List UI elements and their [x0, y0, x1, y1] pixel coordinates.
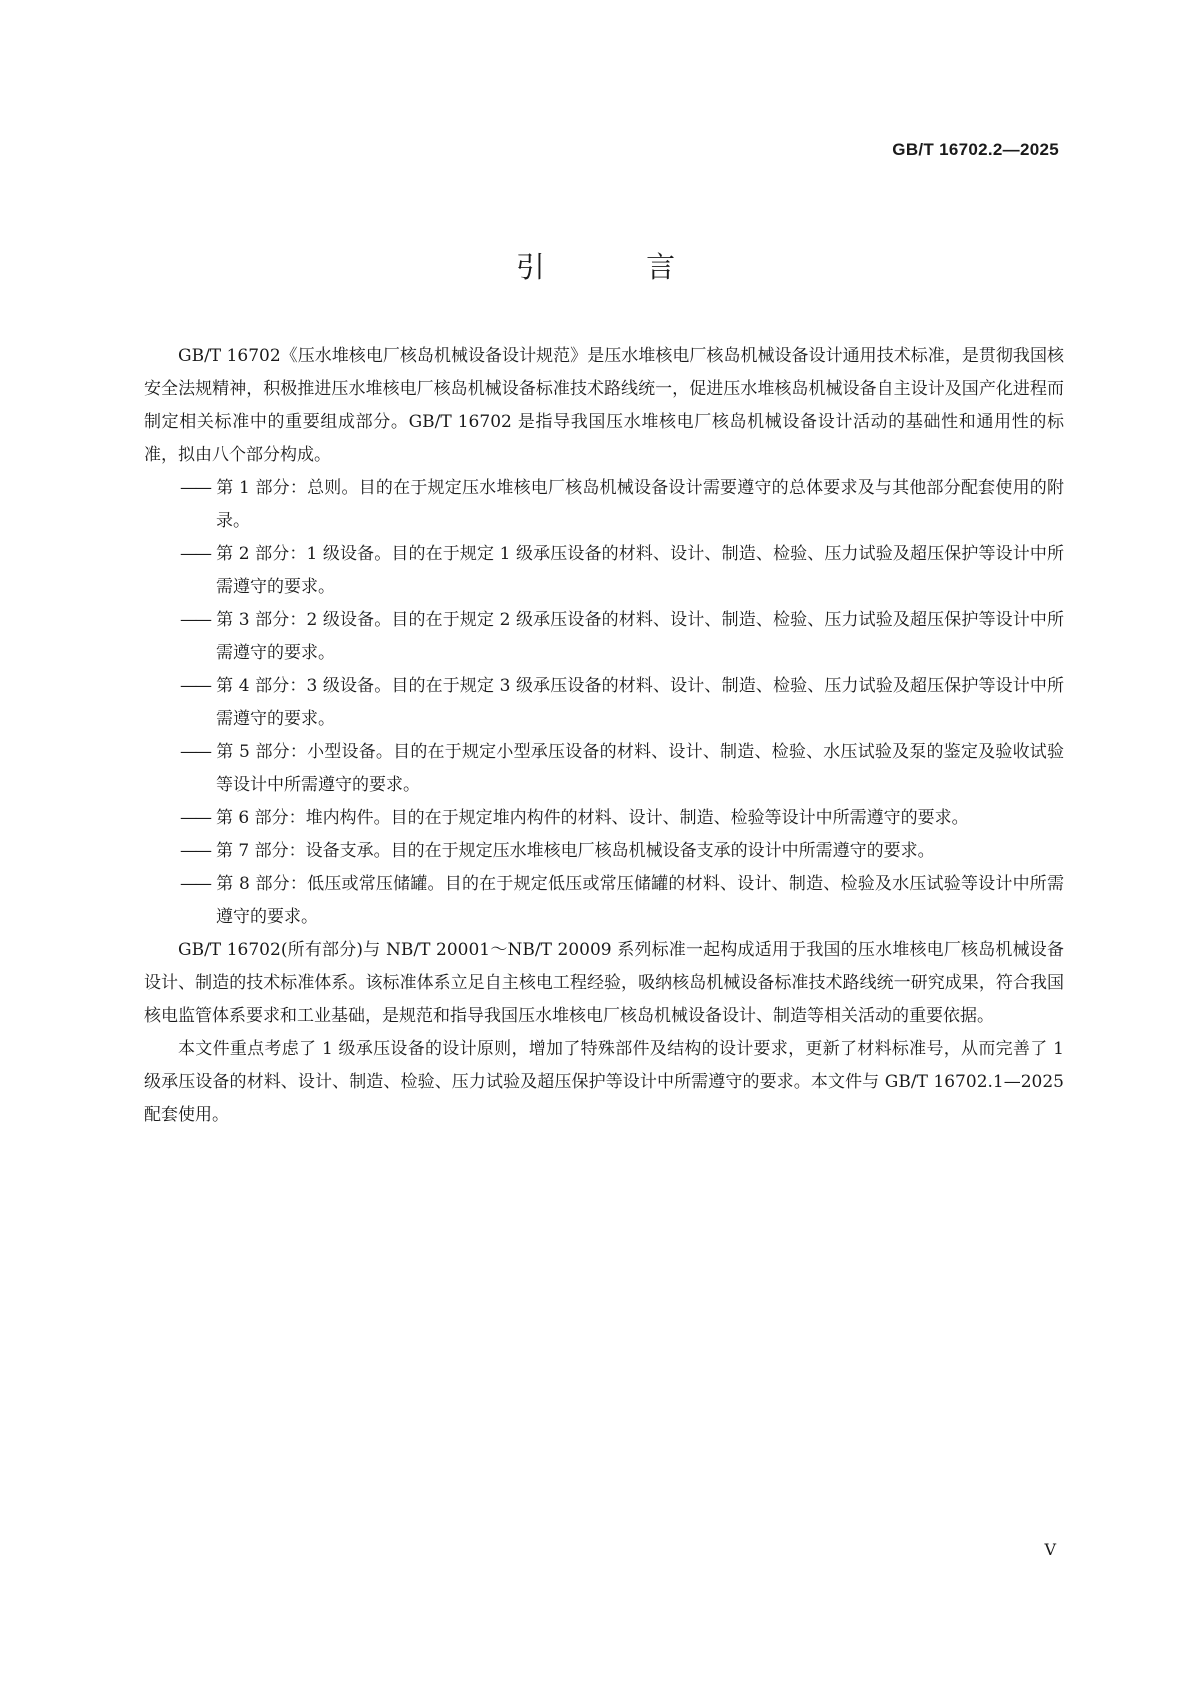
page-number: V	[1044, 1540, 1056, 1559]
list-dash: ——	[180, 610, 210, 630]
list-dash: ——	[180, 874, 210, 894]
list-item	[144, 868, 1064, 934]
list-item-text: 第 8 部分：低压或常压储罐。目的在于规定低压或常压储罐的材料、设计、制造、检验及水压试验等设计中所需遵守的要求。	[216, 874, 1064, 927]
document-body	[144, 340, 1064, 1132]
page-title: 引 言	[515, 250, 722, 284]
list-item-text: 第 5 部分：小型设备。目的在于规定小型承压设备的材料、设计、制造、检验、水压试验及泵的鉴定及验收试验等设计中所需遵守的要求。	[216, 742, 1064, 795]
list-dash: ——	[180, 742, 210, 762]
document-focus-paragraph: 本文件重点考虑了 1 级承压设备的设计原则，增加了特殊部件及结构的设计要求，更新了材料标准号，从而完善了 1 级承压设备的材料、设计、制造、检验、压力试验及超压保护等设计中所需遵守的要求。本文件与 GB/T 16702.1—2025 配套使用。	[144, 1039, 1064, 1125]
list-dash: ——	[180, 478, 210, 498]
list-item	[144, 604, 1064, 670]
list-item	[144, 736, 1064, 802]
list-dash: ——	[180, 841, 210, 861]
list-item-text: 第 4 部分：3 级设备。目的在于规定 3 级承压设备的材料、设计、制造、检验、压力试验及超压保护等设计中所需遵守的要求。	[216, 676, 1064, 729]
list-dash: ——	[180, 544, 210, 564]
parts-list	[144, 472, 1064, 934]
standards-system-paragraph: GB/T 16702(所有部分)与 NB/T 20001～NB/T 20009 系列标准一起构成适用于我国的压水堆核电厂核岛机械设备设计、制造的技术标准体系。该标准体系立足自主核电工程经验，吸纳核岛机械设备标准技术路线统一研究成果，符合我国核电监管体系要求和工业基础，是规范和指导我国压水堆核电厂核岛机械设备设计、制造等相关活动的重要依据。	[144, 940, 1064, 1026]
list-item	[144, 538, 1064, 604]
list-item-text: 第 1 部分：总则。目的在于规定压水堆核电厂核岛机械设备设计需要遵守的总体要求及与其他部分配套使用的附录。	[216, 478, 1064, 531]
list-item	[144, 802, 1064, 835]
standard-code: GB/T 16702.2—2025	[892, 140, 1059, 159]
list-item	[144, 835, 1064, 868]
list-item-text: 第 3 部分：2 级设备。目的在于规定 2 级承压设备的材料、设计、制造、检验、压力试验及超压保护等设计中所需遵守的要求。	[216, 610, 1064, 663]
list-dash: ——	[180, 676, 210, 696]
list-item-text: 第 6 部分：堆内构件。目的在于规定堆内构件的材料、设计、制造、检验等设计中所需遵守的要求。	[216, 808, 969, 828]
list-item	[144, 472, 1064, 538]
list-item	[144, 670, 1064, 736]
list-item-text: 第 7 部分：设备支承。目的在于规定压水堆核电厂核岛机械设备支承的设计中所需遵守的要求。	[216, 841, 935, 861]
intro-paragraph: GB/T 16702《压水堆核电厂核岛机械设备设计规范》是压水堆核电厂核岛机械设备设计通用技术标准，是贯彻我国核安全法规精神，积极推进压水堆核电厂核岛机械设备标准技术路线统一，促进压水堆核岛机械设备自主设计及国产化进程而制定相关标准中的重要组成部分。GB/T 16702 是指导我国压水堆核电厂核岛机械设备设计活动的基础性和通用性的标准，拟由八个部分构成。	[144, 346, 1064, 465]
list-dash: ——	[180, 808, 210, 828]
list-item-text: 第 2 部分：1 级设备。目的在于规定 1 级承压设备的材料、设计、制造、检验、压力试验及超压保护等设计中所需遵守的要求。	[216, 544, 1064, 597]
